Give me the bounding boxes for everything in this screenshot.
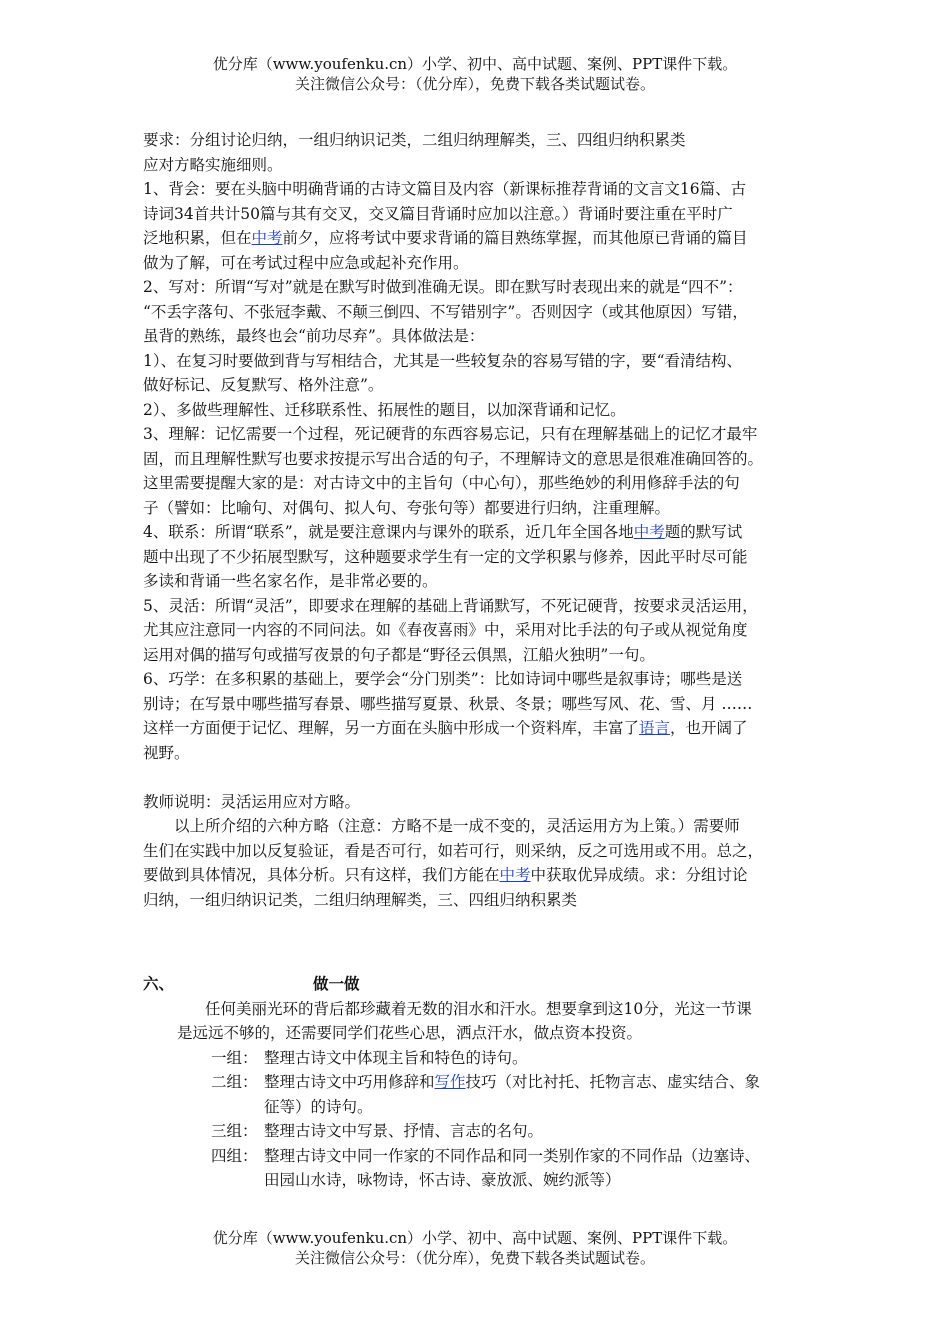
paragraph-1-line: 1、背会：要在头脑中明确背诵的古诗文篇目及内容（新课标推荐背诵的文言文16篇、古 xyxy=(143,180,747,198)
page-footer xyxy=(0,1228,950,1268)
text-span: 这样一方面便于记忆、理解，另一方面在头脑中形成一个资料库，丰富了 xyxy=(143,719,640,737)
paragraph-2-line: “不丢字落句、不张冠李戴、不颠三倒四、不写错别字”。否则因字（或其他原因）写错， xyxy=(143,302,748,321)
group-text xyxy=(264,1070,813,1119)
group-item xyxy=(143,1070,813,1119)
header-line-2: 关注微信公众号：（优分库），免费下载各类试题试卷。 xyxy=(294,75,655,93)
paragraph-1-line: 诗词34首共计50篇与其有交叉，交叉篇目背诵时应加以注意。）背诵时要注重在平时广 xyxy=(143,204,733,223)
paragraph-5-line: 尤其应注意同一内容的不同问法。如《春夜喜雨》中，采用对比手法的句子或从视觉角度 xyxy=(143,621,748,639)
footer-line-2: 关注微信公众号：（优分库），免费下载各类试题试卷。 xyxy=(294,1249,655,1267)
group-line: 征等）的诗句。 xyxy=(264,1097,373,1116)
intro-line: 是远远不够的，还需要同学们花些心思，洒点汗水，做点资本投资。 xyxy=(177,1024,643,1042)
paragraph-6-line: 6、巧学：在多积累的基础上，要学会“分门别类”：比如诗词中哪些是叙事诗；哪些是送 xyxy=(143,670,743,688)
xiezuo-link[interactable]: 写作 xyxy=(434,1073,466,1091)
zhongkao-link[interactable]: 中考 xyxy=(499,866,531,884)
text-span: 前夕，应将考试中要求背诵的篇目熟练掌握，而其他原已背诵的篇目 xyxy=(282,229,748,247)
paragraph-1-line xyxy=(143,226,813,251)
group-line: 整理古诗文中同一作家的不同作品和同一类别作家的不同作品（边塞诗、 xyxy=(264,1146,761,1165)
paragraph-3-line: 固，而且理解性默写也要求按提示写出合适的句子，不理解诗文的意思是很难准确回答的。 xyxy=(143,449,764,468)
document-body xyxy=(143,128,813,912)
group-item xyxy=(143,1046,813,1071)
group-line xyxy=(264,1070,813,1095)
section-title: 做一做 xyxy=(313,974,360,993)
paragraph-2-line: 1）、在复习时要做到背与写相结合，尤其是一些较复杂的容易写错的字，要“看清结构、 xyxy=(143,351,743,370)
summary-line: 生们在实践中加以反复验证，看是否可行，如若可行，则采纳，反之可选用或不用。总之， xyxy=(143,841,764,860)
group-line: 整理古诗文中写景、抒情、言志的名句。 xyxy=(264,1122,544,1140)
paragraph-6-line: 别诗；在写景中哪些描写春景、哪些描写夏景、秋景、冬景；哪些写风、花、雪、月 …… xyxy=(143,694,753,713)
spacer xyxy=(143,765,813,790)
group-label: 一组： xyxy=(211,1048,258,1067)
paragraph-3-line: 子（譬如：比喻句、对偶句、拟人句、夸张句等）都要进行归纳，注重理解。 xyxy=(143,498,671,517)
requirement-line: 应对方略实施细则。 xyxy=(143,155,283,174)
paragraph-2-line: 2）、多做些理解性、迁移联系性、拓展性的题目，以加深背诵和记忆。 xyxy=(143,400,626,419)
text-span: 整理古诗文中巧用修辞和 xyxy=(264,1073,435,1091)
text-span: 4、联系：所谓“联系”，就是要注意课内与课外的联系，近几年全国各地 xyxy=(143,523,634,541)
paragraph-4-line: 题中出现了不少拓展型默写，这种题要求学生有一定的文学积累与修养，因此平时尽可能 xyxy=(143,547,748,566)
group-line: 田园山水诗，咏物诗，怀古诗、豪放派、婉约派等） xyxy=(264,1171,621,1189)
paragraph-3-line: 这里需要提醒大家的是：对古诗文中的主旨句（中心句），那些绝妙的利用修辞手法的句 xyxy=(143,474,740,492)
zhongkao-link[interactable]: 中考 xyxy=(251,229,283,247)
page-header xyxy=(0,54,950,94)
text-span: 题的默写试 xyxy=(664,523,743,541)
summary-line xyxy=(143,863,813,888)
summary-line: 归纳，一组归纳识记类，二组归纳理解类，三、四组归纳积累类 xyxy=(143,890,578,909)
section-six xyxy=(143,972,813,1193)
section-number: 六、 xyxy=(143,974,175,993)
paragraph-5-line: 运用对偶的描写句或描写夜景的句子都是“野径云俱黑，江船火独明”一句。 xyxy=(143,645,655,664)
paragraph-2-line: 虽背的熟练，最终也会“前功尽弃”。具体做法是： xyxy=(143,327,485,345)
group-label: 三组： xyxy=(211,1122,258,1140)
group-text xyxy=(264,1119,813,1144)
group-line: 整理古诗文中体现主旨和特色的诗句。 xyxy=(264,1048,528,1067)
yuyan-link[interactable]: 语言 xyxy=(639,719,671,737)
text-span: 泛地积累，但在 xyxy=(143,229,252,247)
header-line-1: 优分库（www.youfenku.cn）小学、初中、高中试题、案例、PPT课件下载。 xyxy=(212,55,738,73)
paragraph-6-line: 视野。 xyxy=(143,743,190,762)
paragraph-2-line: 2、写对：所谓“写对”就是在默写时做到准确无误。即在默写时表现出来的就是“四不”： xyxy=(143,278,743,296)
paragraph-6-line xyxy=(143,716,813,741)
paragraph-1-line: 做为了解，可在考试过程中应急或起补充作用。 xyxy=(143,253,469,272)
summary-line: 以上所介绍的六种方略（注意：方略不是一成不变的，灵活运用方为上策。）需要师 xyxy=(174,817,740,835)
group-item xyxy=(143,1144,813,1193)
section-heading xyxy=(143,972,813,997)
group-item xyxy=(143,1119,813,1144)
teacher-note: 教师说明：灵活运用应对方略。 xyxy=(143,792,361,811)
paragraph-5-line: 5、灵活：所谓“灵活”，即要求在理解的基础上背诵默写，不死记硬背，按要求灵活运用， xyxy=(143,596,758,615)
group-label: 二组： xyxy=(211,1073,258,1091)
text-span: 技巧（对比衬托、托物言志、虚实结合、象 xyxy=(465,1073,761,1091)
zhongkao-link[interactable]: 中考 xyxy=(633,523,665,541)
footer-line-1: 优分库（www.youfenku.cn）小学、初中、高中试题、案例、PPT课件下载。 xyxy=(212,1229,738,1247)
group-text xyxy=(264,1144,813,1193)
intro-line: 任何美丽光环的背后都珍藏着无数的泪水和汗水。想要拿到这10分，光这一节课 xyxy=(205,999,752,1018)
group-text xyxy=(264,1046,813,1071)
requirement-line: 要求：分组讨论归纳，一组归纳识记类，二组归纳理解类，三、四组归纳积累类 xyxy=(143,131,686,149)
text-span: 中获取优异成绩。求：分组讨论 xyxy=(530,866,748,884)
paragraph-3-line: 3、理解：记忆需要一个过程，死记硬背的东西容易忘记，只有在理解基础上的记忆才最牢 xyxy=(143,425,758,443)
text-span: 要做到具体情况，具体分析。只有这样，我们方能在 xyxy=(143,866,500,884)
text-span: ，也开阔了 xyxy=(670,719,748,737)
paragraph-4-line xyxy=(143,520,813,545)
paragraph-4-line: 多读和背诵一些名家名作，是非常必要的。 xyxy=(143,572,438,590)
group-label: 四组： xyxy=(211,1146,258,1165)
paragraph-2-line: 做好标记、反复默写、格外注意”。 xyxy=(143,376,384,394)
